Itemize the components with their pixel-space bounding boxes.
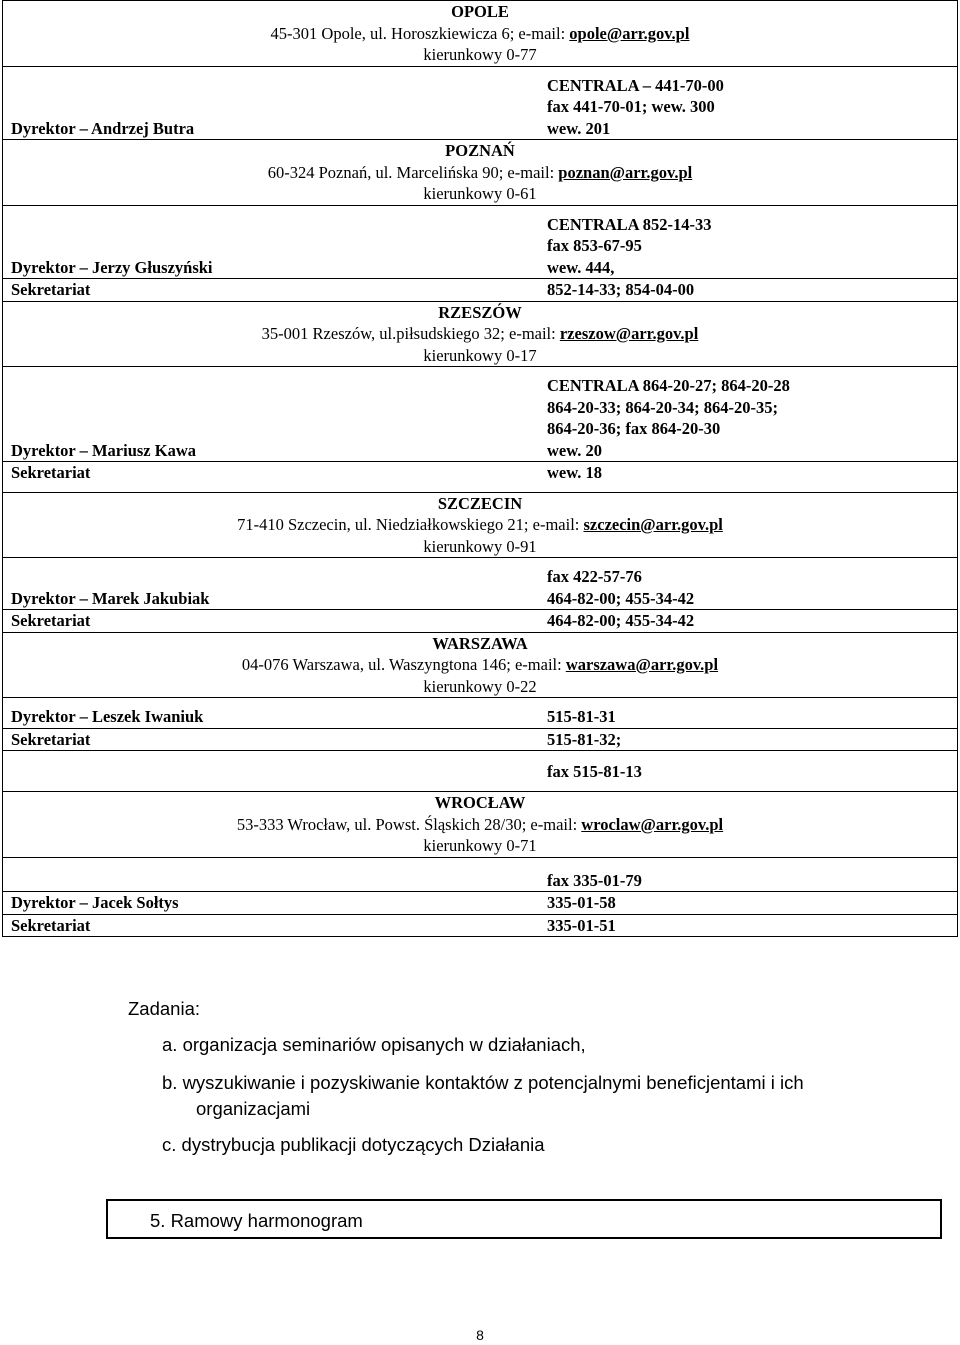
office-block-wroclaw bbox=[2, 791, 958, 937]
tasks-title: Zadania: bbox=[128, 998, 200, 1019]
page-number: 8 bbox=[476, 1327, 484, 1343]
director-phone: wew. 444, bbox=[547, 257, 615, 277]
secretariat-phone: 464-82-00; 455-34-42 bbox=[547, 611, 695, 630]
task-item: c. dystrybucja publikacji dotyczących Działania bbox=[162, 1134, 545, 1155]
office-prefix: kierunkowy 0-77 bbox=[423, 45, 537, 64]
director-label: Dyrektor – Marek Jakubiak bbox=[11, 588, 210, 608]
director-label: Dyrektor – Andrzej Butra bbox=[11, 118, 195, 138]
office-city: WROCŁAW bbox=[434, 793, 526, 812]
office-email[interactable]: opole@arr.gov.pl bbox=[569, 23, 690, 43]
fax: fax 422-57-76 bbox=[547, 567, 642, 586]
secretariat-label: Sekretariat bbox=[11, 611, 91, 630]
office-email[interactable]: rzeszow@arr.gov.pl bbox=[559, 324, 699, 343]
fax: fax 515-81-13 bbox=[547, 762, 642, 781]
fax: fax 441-70-01; wew. 300 bbox=[547, 97, 715, 116]
contact-table bbox=[2, 0, 958, 937]
director-phone: wew. 201 bbox=[547, 118, 611, 138]
office-email[interactable]: warszawa@arr.gov.pl bbox=[565, 655, 719, 674]
secretariat-phone: 335-01-51 bbox=[547, 915, 616, 935]
director-phone: 335-01-58 bbox=[547, 893, 616, 912]
office-block-opole bbox=[2, 0, 958, 139]
secretariat-phone: wew. 18 bbox=[547, 463, 602, 482]
office-block-poznan bbox=[2, 139, 958, 301]
office-block-szczecin bbox=[2, 492, 958, 632]
office-address: 53-333 Wrocław, ul. Powst. Śląskich 28/30; e-mail: wroclaw@arr.gov.pl bbox=[236, 814, 724, 834]
secretariat-label: Sekretariat bbox=[11, 729, 91, 749]
centrala: CENTRALA 864-20-27; 864-20-28 bbox=[547, 376, 790, 395]
fax: 864-20-36; fax 864-20-30 bbox=[547, 419, 721, 438]
secretariat-label: Sekretariat bbox=[11, 915, 91, 935]
office-block-warszawa bbox=[2, 632, 958, 792]
office-address: 60-324 Poznań, ul. Marcelińska 90; e-mail: poznan@arr.gov.pl bbox=[267, 162, 693, 182]
tasks-section bbox=[128, 998, 804, 1172]
fax: fax 335-01-79 bbox=[547, 870, 642, 890]
office-prefix: kierunkowy 0-17 bbox=[423, 345, 537, 365]
office-address: 35-001 Rzeszów, ul.piłsudskiego 32; e-mail: rzeszow@arr.gov.pl bbox=[261, 324, 699, 343]
director-label: Dyrektor – Leszek Iwaniuk bbox=[11, 707, 204, 726]
centrala: CENTRALA 852-14-33 bbox=[547, 214, 712, 234]
secretariat-label: Sekretariat bbox=[11, 463, 91, 482]
office-city: POZNAŃ bbox=[445, 141, 515, 160]
director-phone: 464-82-00; 455-34-42 bbox=[547, 588, 695, 608]
office-city: RZESZÓW bbox=[438, 302, 522, 322]
office-city: WARSZAWA bbox=[432, 633, 528, 653]
office-prefix: kierunkowy 0-61 bbox=[423, 184, 537, 203]
office-prefix: kierunkowy 0-22 bbox=[423, 676, 537, 696]
office-city: OPOLE bbox=[451, 2, 509, 21]
office-address: 71-410 Szczecin, ul. Niedziałkowskiego 21; e-mail: szczecin@arr.gov.pl bbox=[237, 515, 723, 534]
office-city: SZCZECIN bbox=[437, 493, 523, 513]
office-email[interactable]: szczecin@arr.gov.pl bbox=[583, 515, 723, 534]
task-item: b. wyszukiwanie i pozyskiwanie kontaktów z potencjalnymi beneficjentami i ich bbox=[162, 1072, 804, 1093]
centrala: CENTRALA – 441-70-00 bbox=[547, 75, 724, 95]
office-prefix: kierunkowy 0-71 bbox=[423, 836, 537, 855]
section-heading: 5. Ramowy harmonogram bbox=[150, 1210, 363, 1231]
secretariat-phone: 852-14-33; 854-04-00 bbox=[547, 280, 695, 299]
director-phone: 515-81-31 bbox=[547, 707, 616, 726]
director-label: Dyrektor – Jerzy Głuszyński bbox=[11, 257, 213, 277]
office-email[interactable]: poznan@arr.gov.pl bbox=[558, 162, 693, 182]
secretariat-label: Sekretariat bbox=[11, 280, 91, 299]
secretariat-phone: 515-81-32; bbox=[547, 729, 622, 749]
director-label: Dyrektor – Mariusz Kawa bbox=[11, 440, 196, 460]
task-item-continuation: organizacjami bbox=[196, 1098, 311, 1119]
office-address: 04-076 Warszawa, ul. Waszyngtona 146; e-mail: warszawa@arr.gov.pl bbox=[241, 655, 719, 674]
centrala-extra: 864-20-33; 864-20-34; 864-20-35; bbox=[547, 397, 778, 417]
office-block-rzeszow bbox=[2, 301, 958, 492]
director-phone: wew. 20 bbox=[547, 440, 602, 460]
section-heading-box bbox=[106, 1199, 942, 1239]
fax: fax 853-67-95 bbox=[547, 236, 642, 255]
task-item: a. organizacja seminariów opisanych w działaniach, bbox=[162, 1034, 586, 1055]
director-label: Dyrektor – Jacek Sołtys bbox=[11, 893, 179, 912]
office-address: 45-301 Opole, ul. Horoszkiewicza 6; e-mail: opole@arr.gov.pl bbox=[270, 23, 690, 43]
office-prefix: kierunkowy 0-91 bbox=[423, 536, 537, 556]
office-email[interactable]: wroclaw@arr.gov.pl bbox=[581, 814, 724, 834]
